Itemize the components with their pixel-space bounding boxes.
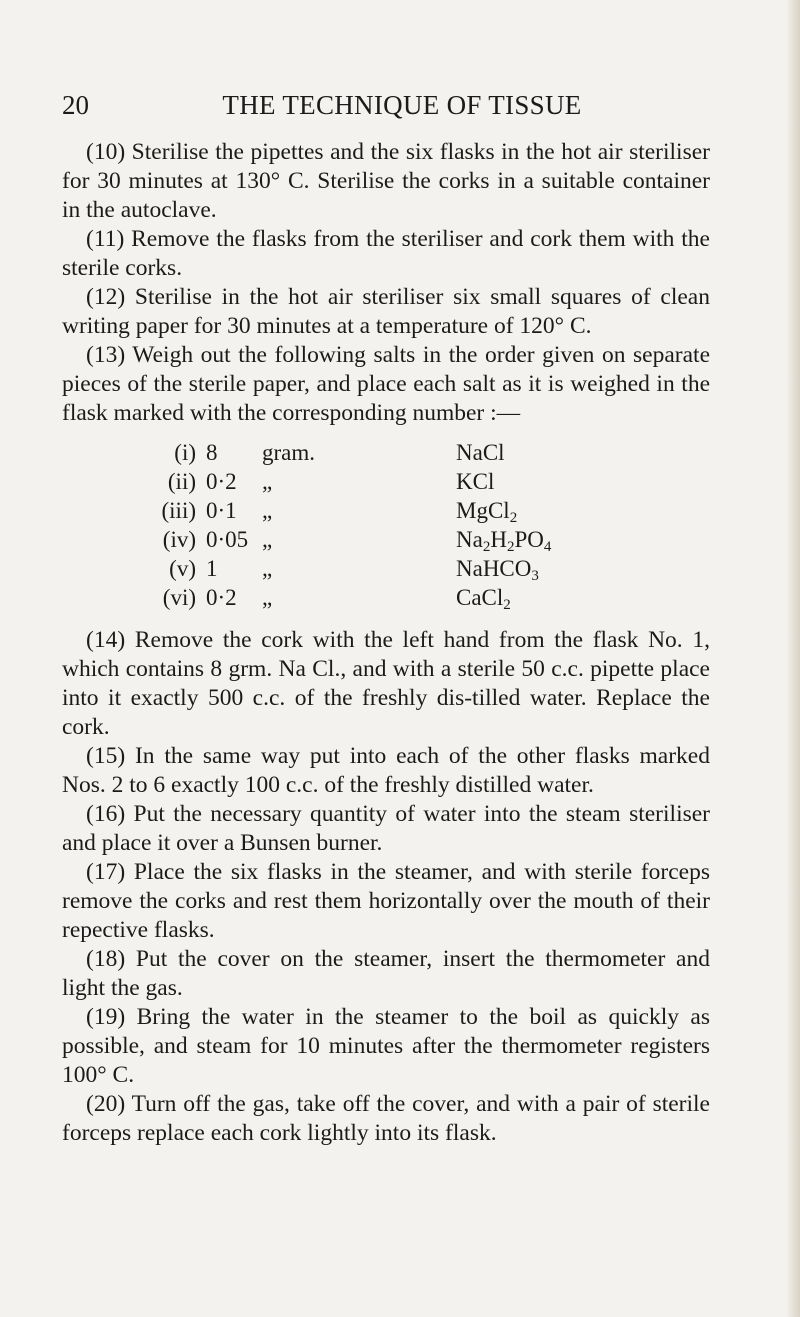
paragraph-18: (18) Put the cover on the steamer, insert the thermometer and light the gas. <box>62 946 710 1001</box>
salt-list <box>62 436 710 618</box>
page-edge-shadow <box>786 0 800 1317</box>
paragraph-17: (17) Place the six flasks in the steamer, and with sterile forceps remove the corks and rest them horizontally over the mouth of their repective flasks. <box>62 859 710 943</box>
salt-row <box>62 469 710 499</box>
salt-unit: „ <box>262 469 273 494</box>
salt-number: (iv) <box>162 527 196 552</box>
salt-row <box>62 527 710 557</box>
salt-quantity: 1 <box>206 556 218 581</box>
salt-formula: $Na_2H_2PO_4$ <box>456 527 552 555</box>
salt-row <box>62 556 710 586</box>
salt-formula: NaHCO$_3$ <box>456 556 539 584</box>
salt-unit: „ <box>262 527 273 552</box>
salt-unit: gram. <box>262 440 316 465</box>
salt-unit: „ <box>262 556 273 581</box>
paragraph-19: (19) Bring the water in the steamer to the boil as quickly as possible, and steam for 10 minutes after the thermometer registers 100° C. <box>62 1004 710 1088</box>
salt-unit: „ <box>262 498 273 523</box>
salt-row <box>62 498 710 528</box>
salt-quantity: 0·1 <box>206 498 237 523</box>
page-header <box>62 90 742 124</box>
page-number: 20 <box>62 90 89 120</box>
paragraph-20: (20) Turn off the gas, take off the cover, and with a pair of sterile forceps replace each cork lightly into its flask. <box>62 1091 710 1146</box>
paragraph-10: (10) Sterilise the pipettes and the six flasks in the hot air steriliser for 30 minutes at 130° C. Sterilise the corks in a suitable container in the autoclave. <box>62 139 710 223</box>
salt-formula: MgCl$_2$ <box>456 498 518 526</box>
salt-row <box>62 585 710 615</box>
salt-number: (i) <box>174 440 196 465</box>
salt-quantity: 8 <box>206 440 218 465</box>
paragraph-12: (12) Sterilise in the hot air steriliser six small squares of clean writing paper for 30 minutes at a temperature of 120° C. <box>62 284 710 339</box>
salt-number: (v) <box>169 556 196 581</box>
running-head: THE TECHNIQUE OF TISSUE <box>222 90 582 120</box>
paragraph-14: (14) Remove the cork with the left hand from the flask No. 1, which contains 8 grm. Na Cl., and with a sterile 50 c.c. pipette place into it exactly 500 c.c. of the freshly dis-tilled water. Replace the cork. <box>62 627 710 740</box>
paragraph-13: (13) Weigh out the following salts in the order given on separate pieces of the sterile paper, and place each salt as it is weighed in the flask marked with the corresponding number :— <box>62 342 710 426</box>
salt-row <box>62 440 710 470</box>
salt-quantity: 0·2 <box>206 585 237 610</box>
salt-quantity: 0·2 <box>206 469 237 494</box>
salt-unit: „ <box>262 585 273 610</box>
salt-formula: KCl <box>456 469 495 494</box>
paragraph-16: (16) Put the necessary quantity of water into the steam steriliser and place it over a Bunsen burner. <box>62 801 710 856</box>
salt-formula: NaCl <box>456 440 505 465</box>
paragraph-11: (11) Remove the flasks from the steriliser and cork them with the sterile corks. <box>62 226 710 281</box>
salt-number: (ii) <box>167 469 196 494</box>
salt-number: (iii) <box>161 498 196 523</box>
body-text <box>62 138 710 1148</box>
salt-formula: CaCl$_2$ <box>456 585 511 613</box>
paragraph-15: (15) In the same way put into each of the other flasks marked Nos. 2 to 6 exactly 100 c.c. of the freshly distilled water. <box>62 743 710 798</box>
salt-quantity: 0·05 <box>206 527 249 552</box>
salt-number: (vi) <box>162 585 196 610</box>
